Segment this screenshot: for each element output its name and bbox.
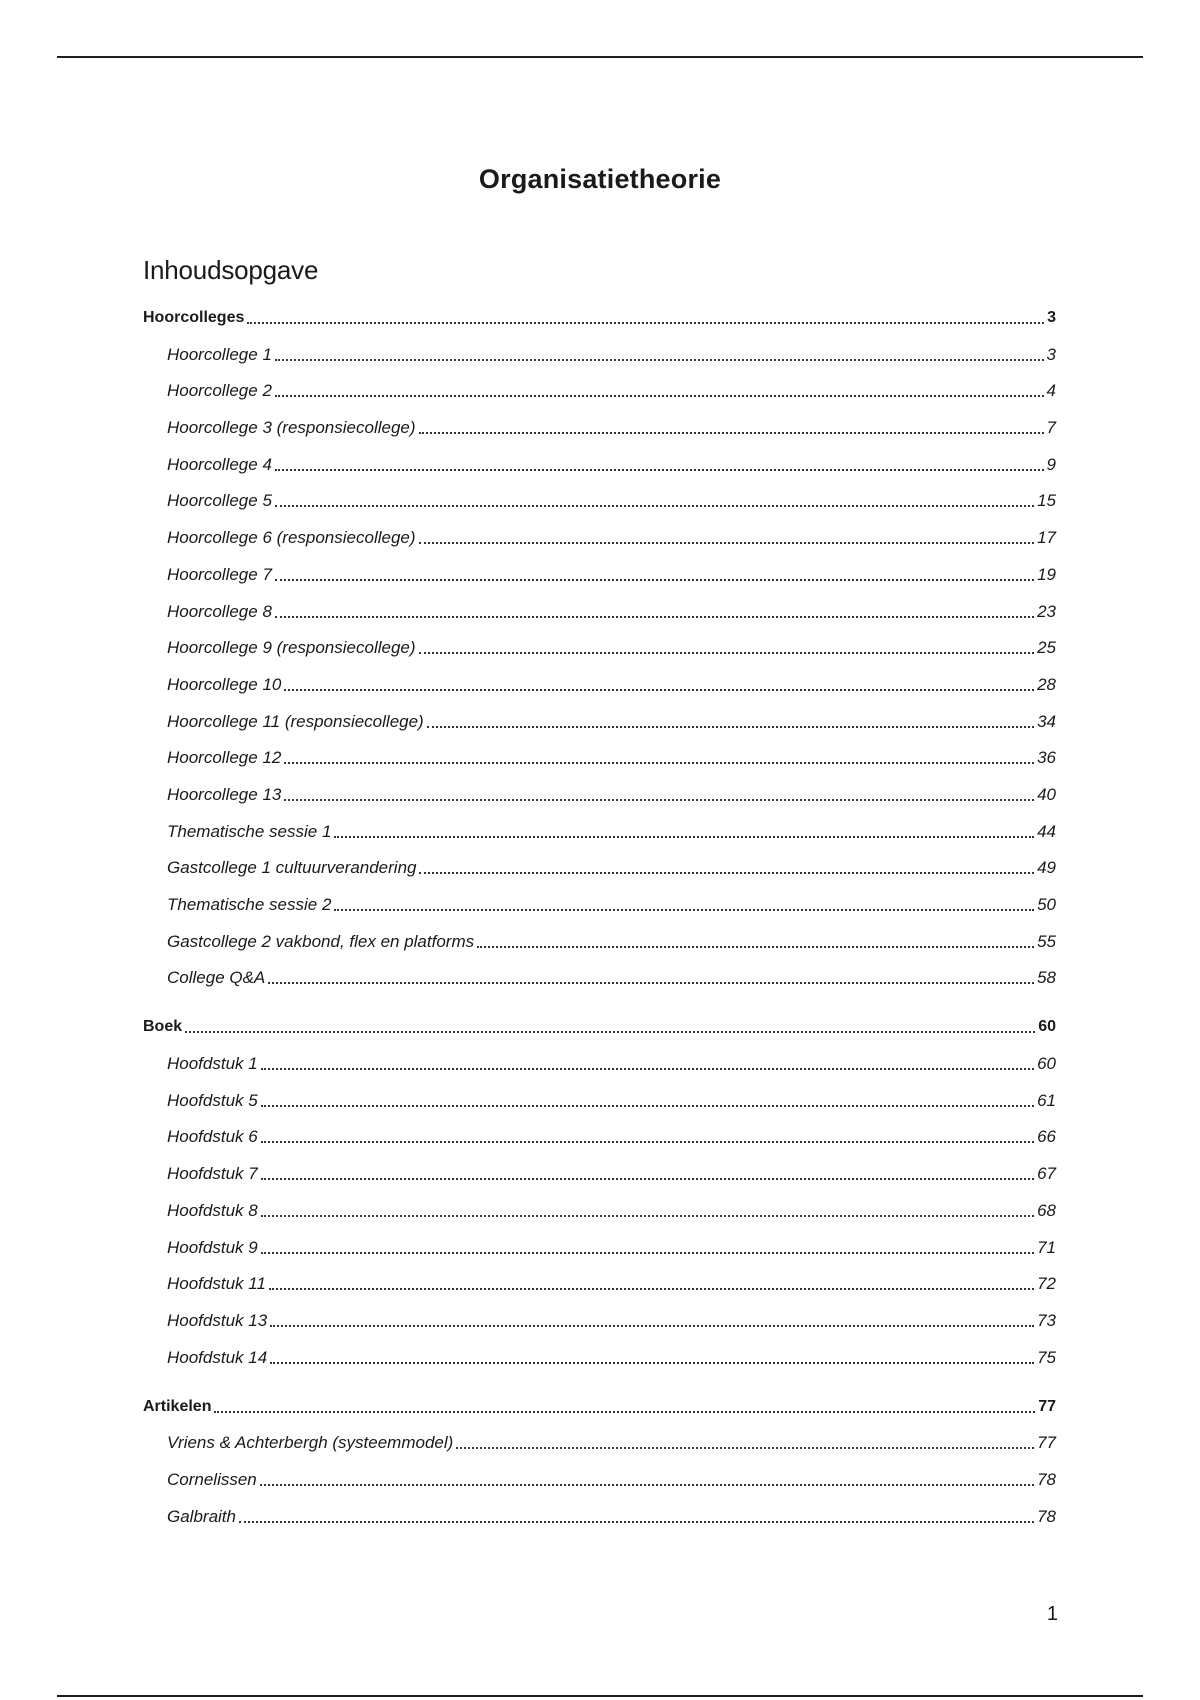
toc-page-number: 50 <box>1037 895 1056 914</box>
toc-entry-label: Hoofdstuk 8 <box>167 1200 258 1220</box>
toc-entry-label: Hoorcollege 12 <box>167 748 282 768</box>
toc-dot-leader <box>214 1410 1035 1413</box>
toc-entry[interactable] <box>143 1184 1056 1221</box>
toc-dot-leader <box>477 945 1034 948</box>
toc-entry[interactable] <box>143 952 1056 989</box>
toc-entry-label: Hoofdstuk 6 <box>167 1127 258 1147</box>
toc-dot-leader <box>419 541 1035 544</box>
toc-entry[interactable] <box>143 622 1056 659</box>
toc-dot-leader <box>261 1104 1034 1107</box>
toc-page-number: 49 <box>1037 858 1056 878</box>
toc-entry[interactable] <box>143 328 1056 365</box>
toc-page-number: 44 <box>1037 821 1056 841</box>
toc-page-number: 78 <box>1037 1506 1056 1526</box>
toc-entry-label: Artikelen <box>143 1397 212 1415</box>
header-rule <box>57 56 1143 58</box>
toc-dot-leader <box>275 394 1044 397</box>
toc-page-number: 17 <box>1037 528 1056 548</box>
toc-page-number: 7 <box>1046 418 1056 438</box>
toc-dot-leader <box>419 871 1034 874</box>
toc-dot-leader <box>261 1251 1034 1254</box>
toc-dot-leader <box>269 1287 1034 1290</box>
toc-page-number: 66 <box>1037 1127 1056 1147</box>
toc-entry[interactable] <box>143 548 1056 585</box>
toc-section <box>143 1001 1056 1367</box>
toc-page-number: 28 <box>1037 674 1056 694</box>
toc-page-number: 58 <box>1037 968 1056 988</box>
toc-entry-label: Gastcollege 1 cultuurverandering <box>167 858 417 878</box>
toc-entry-label: Hoorcolleges <box>143 309 245 326</box>
toc-dot-leader <box>261 1177 1034 1180</box>
toc-entry-label: Boek <box>143 1018 183 1036</box>
toc-entry-label: Hoofdstuk 1 <box>167 1054 258 1074</box>
toc-dot-leader <box>456 1446 1034 1449</box>
toc-page-number: 23 <box>1037 601 1056 621</box>
toc-entry-label: Hoorcollege 13 <box>167 784 282 804</box>
toc-entry[interactable] <box>143 475 1056 512</box>
toc-page-number: 55 <box>1037 931 1056 951</box>
toc-entry-label: Hoorcollege 9 (responsiecollege) <box>167 638 416 658</box>
toc-page-number: 73 <box>1037 1310 1056 1330</box>
toc-dot-leader <box>261 1140 1034 1143</box>
toc-entry-label: Gastcollege 2 vakbond, flex en platforms <box>167 931 475 951</box>
toc-entry[interactable] <box>143 1490 1056 1527</box>
toc-dot-leader <box>284 798 1034 801</box>
toc-entry-label: College Q&A <box>167 968 266 988</box>
toc-heading: Inhoudsopgave <box>143 254 319 285</box>
toc-entry-label: Vriens & Achterbergh (systeemmodel) <box>167 1433 454 1453</box>
toc-entry[interactable] <box>143 511 1056 548</box>
toc-entry[interactable] <box>143 695 1056 732</box>
toc-section <box>143 1381 1056 1527</box>
toc-entry-label: Hoofdstuk 11 <box>167 1274 266 1294</box>
toc-entry-label: Hoofdstuk 5 <box>167 1090 258 1110</box>
toc-dot-leader <box>261 1214 1034 1217</box>
toc-section-entry[interactable] <box>143 1381 1056 1417</box>
toc-dot-leader <box>275 615 1034 618</box>
toc-entry-label: Hoofdstuk 9 <box>167 1237 258 1257</box>
toc-entry[interactable] <box>143 1037 1056 1074</box>
toc-entry-label: Hoorcollege 10 <box>167 674 282 694</box>
toc-dot-leader <box>334 908 1034 911</box>
toc-entry-label: Hoofdstuk 13 <box>167 1310 268 1330</box>
toc-entry[interactable] <box>143 1258 1056 1295</box>
toc-page-number: 36 <box>1037 748 1056 768</box>
toc-entry-label: Galbraith <box>167 1506 236 1526</box>
toc-entry[interactable] <box>143 365 1056 402</box>
toc-dot-leader <box>268 981 1034 984</box>
toc-page-number: 34 <box>1037 711 1056 731</box>
toc-page-number: 60 <box>1037 1054 1056 1074</box>
toc-entry-label: Hoorcollege 11 (responsiecollege) <box>167 711 424 731</box>
toc-page-number: 68 <box>1037 1200 1056 1220</box>
toc-dot-leader <box>419 651 1035 654</box>
toc-page-number: 4 <box>1046 381 1056 401</box>
toc-entry-label: Hoorcollege 7 <box>167 564 272 584</box>
toc-entry[interactable] <box>143 842 1056 879</box>
toc-dot-leader <box>260 1483 1034 1486</box>
toc-entry-label: Cornelissen <box>167 1469 257 1489</box>
toc-dot-leader <box>275 578 1034 581</box>
toc-page-number: 72 <box>1037 1274 1056 1294</box>
toc-page-number: 77 <box>1037 1433 1056 1453</box>
toc-entry-label: Hoorcollege 3 (responsiecollege) <box>167 418 416 438</box>
toc-entry[interactable] <box>143 658 1056 695</box>
toc-page-number: 15 <box>1037 491 1056 511</box>
toc-entry-label: Thematische sessie 2 <box>167 895 332 914</box>
toc-page-number: 71 <box>1037 1237 1056 1257</box>
page-number: 1 <box>1046 1603 1058 1625</box>
footer-rule <box>57 1695 1143 1697</box>
toc-entry[interactable] <box>143 401 1056 438</box>
toc-entry[interactable] <box>143 438 1056 475</box>
toc-entry[interactable] <box>143 1453 1056 1490</box>
toc-page-number: 78 <box>1037 1469 1056 1489</box>
toc-section-entry[interactable] <box>143 1001 1056 1037</box>
toc-entry-label: Hoofdstuk 7 <box>167 1164 258 1184</box>
toc-dot-leader <box>427 725 1034 728</box>
toc-dot-leader <box>419 431 1044 434</box>
toc-page-number: 77 <box>1038 1397 1056 1415</box>
toc-entry-label: Hoorcollege 8 <box>167 601 272 621</box>
toc-dot-leader <box>334 835 1034 838</box>
document-title: Organisatietheorie <box>478 164 722 195</box>
toc-page-number: 3 <box>1046 344 1056 364</box>
toc-entry-label: Hoorcollege 6 (responsiecollege) <box>167 528 416 548</box>
toc-entry-label: Hoorcollege 4 <box>167 454 272 474</box>
toc-dot-leader <box>247 321 1044 324</box>
toc-entry[interactable] <box>143 585 1056 622</box>
toc-entry[interactable] <box>143 805 1056 842</box>
toc-entry[interactable] <box>143 768 1056 805</box>
toc-entry[interactable] <box>143 1074 1056 1111</box>
toc-section-entry[interactable] <box>143 292 1056 328</box>
toc-page-number: 67 <box>1037 1164 1056 1184</box>
toc-entry[interactable] <box>143 1111 1056 1148</box>
toc-entry-label: Hoorcollege 2 <box>167 381 272 401</box>
toc-dot-leader <box>275 358 1044 361</box>
toc-page-number: 9 <box>1046 454 1056 474</box>
toc-section <box>143 292 1056 988</box>
toc-page-number: 75 <box>1037 1347 1056 1367</box>
toc-entry-label: Hoofdstuk 14 <box>167 1347 268 1367</box>
toc-entry-label: Hoorcollege 5 <box>167 491 272 511</box>
toc-page-number: 3 <box>1047 309 1056 326</box>
toc-page-number: 19 <box>1037 564 1056 584</box>
toc-dot-leader <box>284 688 1034 691</box>
toc-page-number: 40 <box>1037 784 1056 804</box>
toc-dot-leader <box>270 1361 1034 1364</box>
toc-entry[interactable] <box>143 1417 1056 1454</box>
toc-dot-leader <box>261 1067 1034 1070</box>
toc-page-number: 60 <box>1038 1018 1056 1036</box>
toc-entry[interactable] <box>143 1147 1056 1184</box>
table-of-contents <box>143 292 1056 1540</box>
toc-entry[interactable] <box>143 878 1056 915</box>
toc-entry[interactable] <box>143 915 1056 952</box>
toc-entry[interactable] <box>143 1221 1056 1258</box>
toc-entry-label: Thematische sessie 1 <box>167 821 332 841</box>
toc-dot-leader <box>275 468 1044 471</box>
toc-page-number: 61 <box>1037 1090 1056 1110</box>
toc-dot-leader <box>275 504 1034 507</box>
toc-entry[interactable] <box>143 1331 1056 1368</box>
toc-dot-leader <box>270 1324 1034 1327</box>
toc-dot-leader <box>185 1030 1035 1033</box>
toc-entry-label: Hoorcollege 1 <box>167 344 272 364</box>
toc-entry[interactable] <box>143 732 1056 769</box>
toc-dot-leader <box>239 1520 1034 1523</box>
toc-dot-leader <box>284 761 1034 764</box>
toc-entry[interactable] <box>143 1294 1056 1331</box>
toc-page-number: 25 <box>1037 638 1056 658</box>
